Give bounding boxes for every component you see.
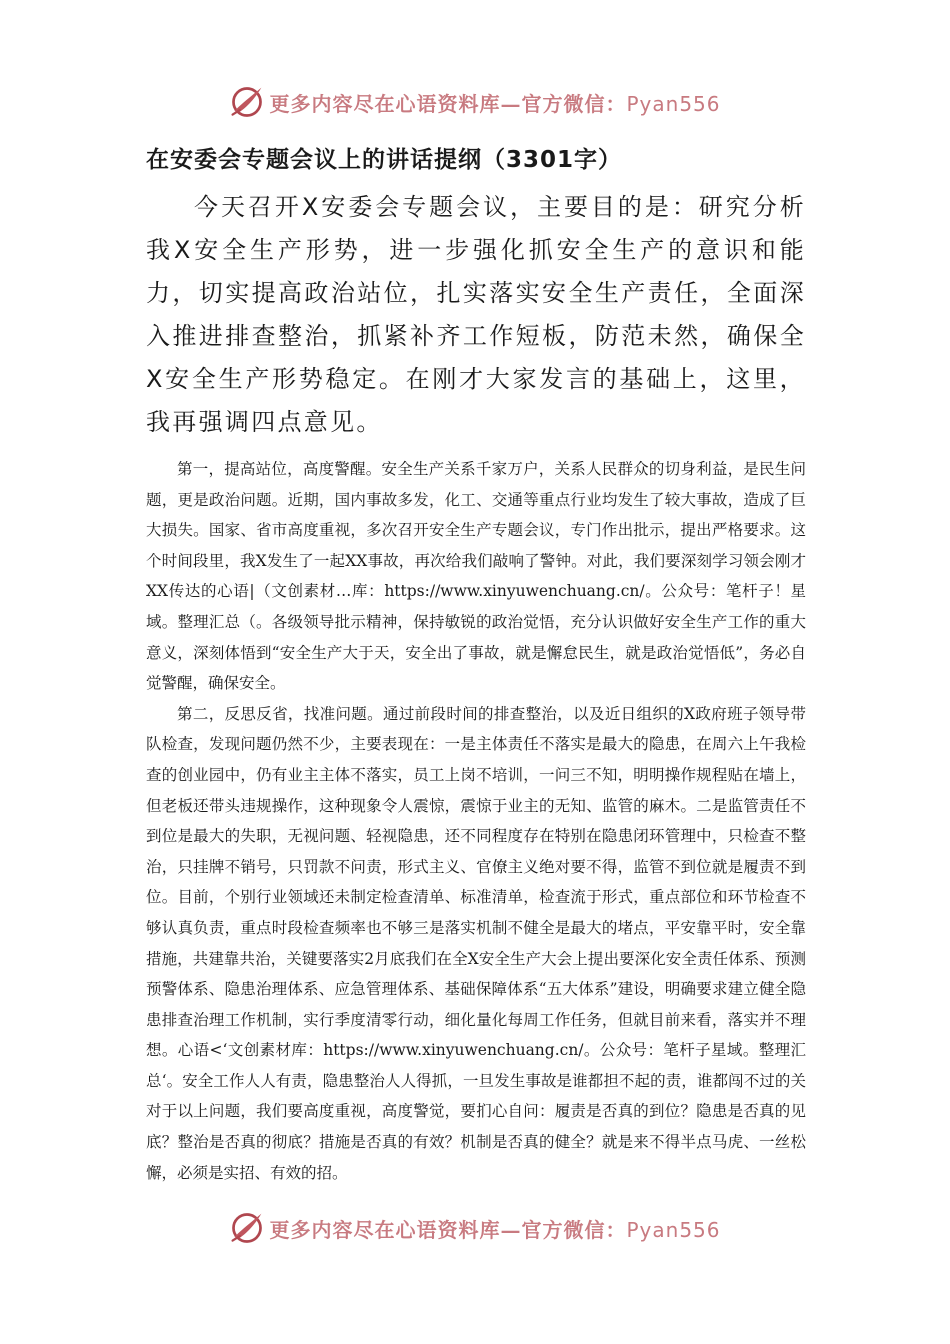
header-watermark-banner <box>0 82 950 122</box>
banner-text: 更多内容尽在心语资料库—官方微信：Pyan556 <box>269 91 721 116</box>
quill-pen-logo-icon <box>229 1210 265 1246</box>
document-page <box>146 140 806 1188</box>
footer-watermark-banner <box>0 1208 950 1248</box>
quill-pen-logo-icon <box>229 84 265 120</box>
banner-text: 更多内容尽在心语资料库—官方微信：Pyan556 <box>269 1217 721 1242</box>
body-paragraph-1: 第一，提高站位，高度警醒。安全生产关系千家万户，关系人民群众的切身利益，是民生问题，更是政治问题。近期，国内事故多发，化工、交通等重点行业均发生了较大事故，造成了巨大损失。国家、省市高度重视，多次召开安全生产专题会议，专门作出批示，提出严格要求。这个时间段里，我X发生了一起XX事故，再次给我们敲响了警钟。对此，我们要深刻学习领会刚才XX传达的心语|（文创素材…库：https://www.xinyuwenchuang.cn/。公众号：笔杆子！星域。整理汇总（。各级领导批示精神，保持敏锐的政治觉悟，充分认识做好安全生产工作的重大意义，深刻体悟到“安全生产大于天，安全出了事故，就是懈怠民生，就是政治觉悟低”，务必自觉警醒，确保安全。 <box>146 460 806 693</box>
intro-paragraph: 今天召开X安委会专题会议，主要目的是：研究分析我X安全生产形势，进一步强化抓安全生产的意识和能力，切实提高政治站位，扎实落实安全生产责任，全面深入推进排查整治，抓紧补齐工作短板，防范未然，确保全X安全生产形势稳定。在刚才大家发言的基础上，这里，我再强调四点意见。 <box>146 193 806 436</box>
page-title: 在安委会专题会议上的讲话提纲（3301字） <box>146 147 623 173</box>
body-paragraph-2: 第二，反思反省，找准问题。通过前段时间的排查整治，以及近日组织的X政府班子领导带队检查，发现问题仍然不少，主要表现在：一是主体责任不落实是最大的隐患，在周六上午我检查的创业园中，仍有业主主体不落实，员工上岗不培训，一问三不知，明明操作规程贴在墙上，但老板还带头违规操作，这种现象令人震惊，震惊于业主的无知、监管的麻木。二是监管责任不到位是最大的失职，无视问题、轻视隐患，还不同程度存在特别在隐患闭环管理中，只检查不整治，只挂牌不销号，只罚款不问责，形式主义、官僚主义绝对要不得，监管不到位就是履责不到位。目前，个别行业领域还未制定检查清单、标准清单，检查流于形式，重点部位和环节检查不够认真负责，重点时段检查频率也不够三是落实机制不健全是最大的堵点，平安靠平时，安全靠措施，共建靠共治，关键要落实2月底我们在全X安全生产大会上提出要深化安全责任体系、预测预警体系、隐患治理体系、应急管理体系、基础保障体系“五大体系”建设，明确要求建立健全隐患排查治理工作机制，实行季度清零行动，细化量化每周工作任务，但就目前来看，落实并不理想。心语<‘文创素材库：https://www.xinyuwenchuang.cn/。公众号：笔杆子星域。整理汇总‘。安全工作人人有责，隐患整治人人得抓，一旦发生事故是谁都担不起的责，谁都闯不过的关对于以上问题，我们要高度重视，高度警觉，要扪心自问：履责是否真的到位？隐患是否真的见底？整治是否真的彻底？措施是否真的有效？机制是否真的健全？就是来不得半点马虎、一丝松懈，必须是实招、有效的招。 <box>146 704 806 1182</box>
